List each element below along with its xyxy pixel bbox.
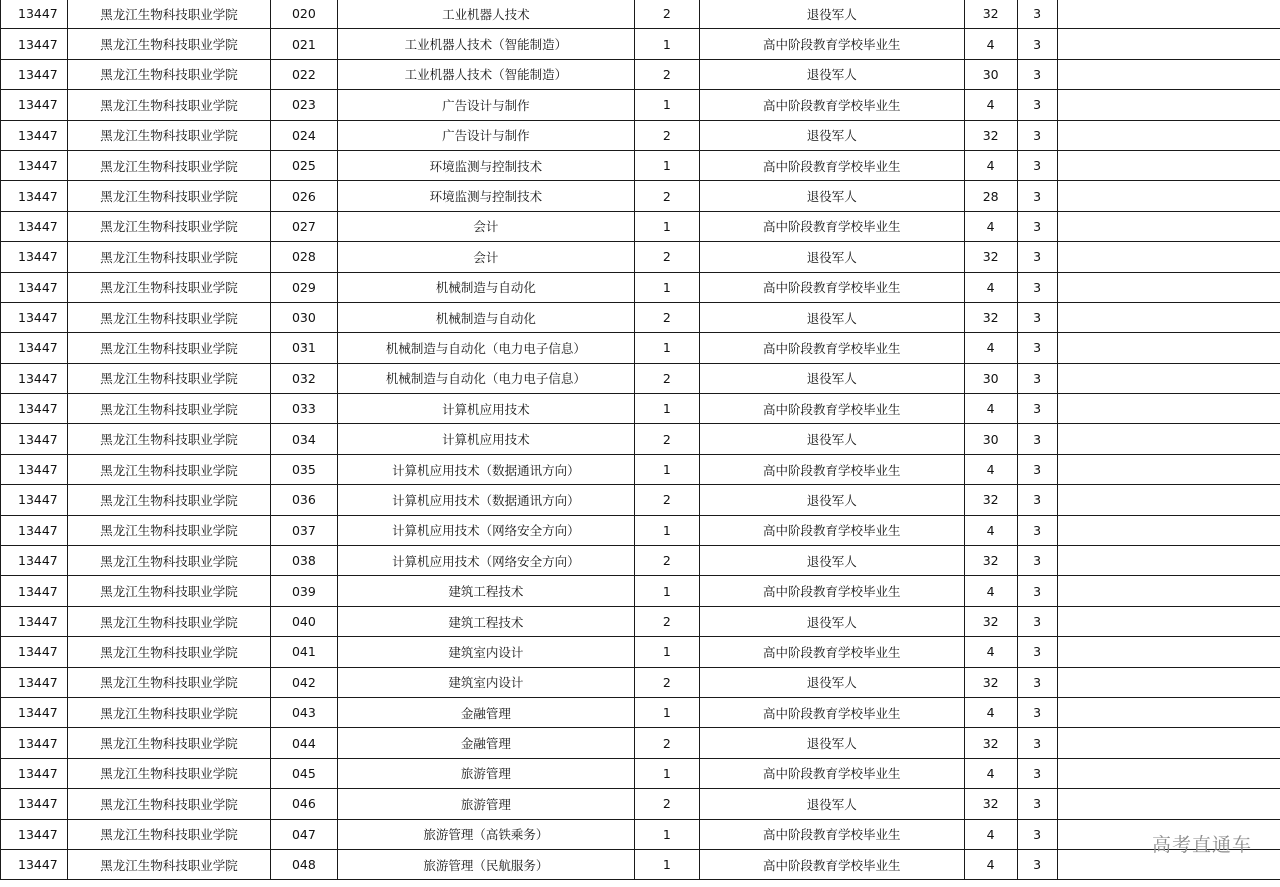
- duration-cell: 3: [1017, 242, 1057, 272]
- applicant-category-cell: 高中阶段教育学校毕业生: [699, 333, 964, 363]
- school-name-cell: 黑龙江生物科技职业学院: [67, 485, 270, 515]
- quota-cell: 4: [964, 576, 1017, 606]
- school-name-cell: 黑龙江生物科技职业学院: [67, 454, 270, 484]
- plan-type-cell: 2: [634, 59, 699, 89]
- applicant-category-cell: 退役军人: [699, 424, 964, 454]
- major-code-cell: 027: [270, 211, 337, 241]
- major-code-cell: 048: [270, 849, 337, 879]
- table-row: [1, 515, 1280, 545]
- table-row: [1, 849, 1280, 879]
- applicant-category-cell: 高中阶段教育学校毕业生: [699, 515, 964, 545]
- applicant-category-cell: 高中阶段教育学校毕业生: [699, 211, 964, 241]
- major-code-cell: 032: [270, 363, 337, 393]
- school-code-cell: 13447: [1, 242, 68, 272]
- school-code-cell: 13447: [1, 394, 68, 424]
- school-name-cell: 黑龙江生物科技职业学院: [67, 424, 270, 454]
- applicant-category-cell: 退役军人: [699, 302, 964, 332]
- duration-cell: 3: [1017, 515, 1057, 545]
- school-name-cell: 黑龙江生物科技职业学院: [67, 211, 270, 241]
- plan-type-cell: 2: [634, 667, 699, 697]
- major-name-cell: 计算机应用技术（网络安全方向）: [337, 546, 634, 576]
- major-code-cell: 031: [270, 333, 337, 363]
- school-code-cell: 13447: [1, 697, 68, 727]
- applicant-category-cell: 退役军人: [699, 728, 964, 758]
- applicant-category-cell: 退役军人: [699, 485, 964, 515]
- table-row: [1, 333, 1280, 363]
- table-row: [1, 606, 1280, 636]
- major-name-cell: 建筑室内设计: [337, 667, 634, 697]
- major-code-cell: 028: [270, 242, 337, 272]
- major-name-cell: 工业机器人技术: [337, 0, 634, 29]
- major-code-cell: 042: [270, 667, 337, 697]
- plan-type-cell: 1: [634, 454, 699, 484]
- major-code-cell: 030: [270, 302, 337, 332]
- remarks-cell: [1057, 758, 1280, 788]
- school-name-cell: 黑龙江生物科技职业学院: [67, 758, 270, 788]
- major-name-cell: 旅游管理: [337, 758, 634, 788]
- major-name-cell: 旅游管理: [337, 789, 634, 819]
- plan-type-cell: 1: [634, 758, 699, 788]
- quota-cell: 32: [964, 546, 1017, 576]
- school-name-cell: 黑龙江生物科技职业学院: [67, 697, 270, 727]
- duration-cell: 3: [1017, 546, 1057, 576]
- major-code-cell: 043: [270, 697, 337, 727]
- applicant-category-cell: 高中阶段教育学校毕业生: [699, 697, 964, 727]
- applicant-category-cell: 退役军人: [699, 0, 964, 29]
- school-code-cell: 13447: [1, 485, 68, 515]
- remarks-cell: [1057, 728, 1280, 758]
- quota-cell: 4: [964, 150, 1017, 180]
- major-name-cell: 环境监测与控制技术: [337, 181, 634, 211]
- table-row: [1, 272, 1280, 302]
- school-code-cell: 13447: [1, 454, 68, 484]
- table-row: [1, 363, 1280, 393]
- school-name-cell: 黑龙江生物科技职业学院: [67, 120, 270, 150]
- major-code-cell: 038: [270, 546, 337, 576]
- quota-cell: 4: [964, 29, 1017, 59]
- quota-cell: 28: [964, 181, 1017, 211]
- duration-cell: 3: [1017, 849, 1057, 879]
- major-code-cell: 022: [270, 59, 337, 89]
- table-row: [1, 637, 1280, 667]
- plan-type-cell: 2: [634, 546, 699, 576]
- school-name-cell: 黑龙江生物科技职业学院: [67, 302, 270, 332]
- remarks-cell: [1057, 242, 1280, 272]
- plan-type-cell: 2: [634, 728, 699, 758]
- quota-cell: 4: [964, 819, 1017, 849]
- remarks-cell: [1057, 0, 1280, 29]
- plan-type-cell: 1: [634, 333, 699, 363]
- duration-cell: 3: [1017, 272, 1057, 302]
- applicant-category-cell: 高中阶段教育学校毕业生: [699, 272, 964, 302]
- remarks-cell: [1057, 667, 1280, 697]
- major-name-cell: 环境监测与控制技术: [337, 150, 634, 180]
- plan-type-cell: 2: [634, 242, 699, 272]
- quota-cell: 4: [964, 211, 1017, 241]
- remarks-cell: [1057, 546, 1280, 576]
- school-name-cell: 黑龙江生物科技职业学院: [67, 333, 270, 363]
- remarks-cell: [1057, 211, 1280, 241]
- table-row: [1, 0, 1280, 29]
- major-name-cell: 计算机应用技术（数据通讯方向）: [337, 485, 634, 515]
- major-name-cell: 旅游管理（民航服务）: [337, 849, 634, 879]
- major-name-cell: 计算机应用技术: [337, 394, 634, 424]
- remarks-cell: [1057, 29, 1280, 59]
- major-code-cell: 034: [270, 424, 337, 454]
- remarks-cell: [1057, 363, 1280, 393]
- remarks-cell: [1057, 637, 1280, 667]
- school-name-cell: 黑龙江生物科技职业学院: [67, 515, 270, 545]
- watermark: 高考直通车: [1151, 834, 1252, 856]
- table-row: [1, 181, 1280, 211]
- plan-type-cell: 1: [634, 576, 699, 606]
- remarks-cell: [1057, 789, 1280, 819]
- quota-cell: 32: [964, 789, 1017, 819]
- quota-cell: 32: [964, 302, 1017, 332]
- major-name-cell: 广告设计与制作: [337, 90, 634, 120]
- remarks-cell: [1057, 59, 1280, 89]
- major-name-cell: 金融管理: [337, 697, 634, 727]
- duration-cell: 3: [1017, 697, 1057, 727]
- major-name-cell: 工业机器人技术（智能制造）: [337, 59, 634, 89]
- plan-type-cell: 1: [634, 150, 699, 180]
- duration-cell: 3: [1017, 728, 1057, 758]
- quota-cell: 4: [964, 697, 1017, 727]
- table-row: [1, 758, 1280, 788]
- table-row: [1, 211, 1280, 241]
- duration-cell: 3: [1017, 819, 1057, 849]
- major-code-cell: 037: [270, 515, 337, 545]
- remarks-cell: [1057, 302, 1280, 332]
- major-name-cell: 工业机器人技术（智能制造）: [337, 29, 634, 59]
- school-name-cell: 黑龙江生物科技职业学院: [67, 181, 270, 211]
- school-code-cell: 13447: [1, 302, 68, 332]
- remarks-cell: [1057, 454, 1280, 484]
- applicant-category-cell: 高中阶段教育学校毕业生: [699, 90, 964, 120]
- school-name-cell: 黑龙江生物科技职业学院: [67, 637, 270, 667]
- school-code-cell: 13447: [1, 181, 68, 211]
- applicant-category-cell: 高中阶段教育学校毕业生: [699, 29, 964, 59]
- plan-type-cell: 1: [634, 29, 699, 59]
- applicant-category-cell: 高中阶段教育学校毕业生: [699, 637, 964, 667]
- plan-type-cell: 2: [634, 302, 699, 332]
- school-name-cell: 黑龙江生物科技职业学院: [67, 789, 270, 819]
- school-name-cell: 黑龙江生物科技职业学院: [67, 546, 270, 576]
- duration-cell: 3: [1017, 606, 1057, 636]
- remarks-cell: [1057, 515, 1280, 545]
- school-name-cell: 黑龙江生物科技职业学院: [67, 0, 270, 29]
- table-row: [1, 120, 1280, 150]
- school-name-cell: 黑龙江生物科技职业学院: [67, 576, 270, 606]
- duration-cell: 3: [1017, 29, 1057, 59]
- school-code-cell: 13447: [1, 211, 68, 241]
- school-name-cell: 黑龙江生物科技职业学院: [67, 242, 270, 272]
- school-code-cell: 13447: [1, 363, 68, 393]
- major-code-cell: 041: [270, 637, 337, 667]
- school-code-cell: 13447: [1, 150, 68, 180]
- remarks-cell: [1057, 150, 1280, 180]
- plan-type-cell: 2: [634, 789, 699, 819]
- school-name-cell: 黑龙江生物科技职业学院: [67, 90, 270, 120]
- quota-cell: 4: [964, 515, 1017, 545]
- quota-cell: 4: [964, 758, 1017, 788]
- plan-type-cell: 2: [634, 363, 699, 393]
- school-code-cell: 13447: [1, 90, 68, 120]
- table-row: [1, 29, 1280, 59]
- table-row: [1, 242, 1280, 272]
- school-name-cell: 黑龙江生物科技职业学院: [67, 29, 270, 59]
- plan-type-cell: 1: [634, 394, 699, 424]
- major-name-cell: 会计: [337, 242, 634, 272]
- school-name-cell: 黑龙江生物科技职业学院: [67, 849, 270, 879]
- major-name-cell: 机械制造与自动化（电力电子信息）: [337, 363, 634, 393]
- applicant-category-cell: 高中阶段教育学校毕业生: [699, 454, 964, 484]
- quota-cell: 4: [964, 849, 1017, 879]
- table-row: [1, 394, 1280, 424]
- major-code-cell: 047: [270, 819, 337, 849]
- quota-cell: 32: [964, 485, 1017, 515]
- quota-cell: 4: [964, 272, 1017, 302]
- school-name-cell: 黑龙江生物科技职业学院: [67, 606, 270, 636]
- major-name-cell: 建筑工程技术: [337, 576, 634, 606]
- school-code-cell: 13447: [1, 0, 68, 29]
- major-name-cell: 机械制造与自动化: [337, 302, 634, 332]
- school-code-cell: 13447: [1, 546, 68, 576]
- quota-cell: 4: [964, 394, 1017, 424]
- applicant-category-cell: 退役军人: [699, 120, 964, 150]
- table-row: [1, 454, 1280, 484]
- quota-cell: 30: [964, 59, 1017, 89]
- duration-cell: 3: [1017, 181, 1057, 211]
- table-row: [1, 546, 1280, 576]
- major-name-cell: 旅游管理（高铁乘务）: [337, 819, 634, 849]
- applicant-category-cell: 退役军人: [699, 242, 964, 272]
- plan-type-cell: 2: [634, 181, 699, 211]
- quota-cell: 32: [964, 728, 1017, 758]
- duration-cell: 3: [1017, 150, 1057, 180]
- duration-cell: 3: [1017, 454, 1057, 484]
- table-row: [1, 819, 1280, 849]
- plan-type-cell: 1: [634, 697, 699, 727]
- quota-cell: 30: [964, 363, 1017, 393]
- applicant-category-cell: 高中阶段教育学校毕业生: [699, 150, 964, 180]
- major-name-cell: 计算机应用技术: [337, 424, 634, 454]
- duration-cell: 3: [1017, 789, 1057, 819]
- applicant-category-cell: 退役军人: [699, 59, 964, 89]
- school-name-cell: 黑龙江生物科技职业学院: [67, 59, 270, 89]
- duration-cell: 3: [1017, 576, 1057, 606]
- remarks-cell: [1057, 272, 1280, 302]
- major-name-cell: 计算机应用技术（网络安全方向）: [337, 515, 634, 545]
- remarks-cell: [1057, 333, 1280, 363]
- table-row: [1, 302, 1280, 332]
- major-code-cell: 029: [270, 272, 337, 302]
- applicant-category-cell: 退役军人: [699, 181, 964, 211]
- school-code-cell: 13447: [1, 758, 68, 788]
- school-code-cell: 13447: [1, 849, 68, 879]
- duration-cell: 3: [1017, 363, 1057, 393]
- applicant-category-cell: 退役军人: [699, 606, 964, 636]
- quota-cell: 32: [964, 667, 1017, 697]
- duration-cell: 3: [1017, 758, 1057, 788]
- table-row: [1, 150, 1280, 180]
- duration-cell: 3: [1017, 424, 1057, 454]
- duration-cell: 3: [1017, 667, 1057, 697]
- major-code-cell: 020: [270, 0, 337, 29]
- school-code-cell: 13447: [1, 424, 68, 454]
- school-code-cell: 13447: [1, 59, 68, 89]
- major-code-cell: 035: [270, 454, 337, 484]
- quota-cell: 30: [964, 424, 1017, 454]
- remarks-cell: [1057, 697, 1280, 727]
- applicant-category-cell: 高中阶段教育学校毕业生: [699, 849, 964, 879]
- major-name-cell: 广告设计与制作: [337, 120, 634, 150]
- remarks-cell: [1057, 120, 1280, 150]
- quota-cell: 32: [964, 242, 1017, 272]
- major-name-cell: 机械制造与自动化（电力电子信息）: [337, 333, 634, 363]
- remarks-cell: [1057, 606, 1280, 636]
- school-code-cell: 13447: [1, 515, 68, 545]
- duration-cell: 3: [1017, 637, 1057, 667]
- major-code-cell: 039: [270, 576, 337, 606]
- school-code-cell: 13447: [1, 29, 68, 59]
- school-code-cell: 13447: [1, 728, 68, 758]
- plan-type-cell: 1: [634, 90, 699, 120]
- remarks-cell: [1057, 181, 1280, 211]
- quota-cell: 32: [964, 606, 1017, 636]
- remarks-cell: [1057, 424, 1280, 454]
- applicant-category-cell: 退役军人: [699, 363, 964, 393]
- quota-cell: 4: [964, 637, 1017, 667]
- school-name-cell: 黑龙江生物科技职业学院: [67, 667, 270, 697]
- table-row: [1, 728, 1280, 758]
- plan-type-cell: 1: [634, 849, 699, 879]
- applicant-category-cell: 高中阶段教育学校毕业生: [699, 576, 964, 606]
- table-row: [1, 59, 1280, 89]
- major-code-cell: 025: [270, 150, 337, 180]
- plan-type-cell: 1: [634, 272, 699, 302]
- applicant-category-cell: 高中阶段教育学校毕业生: [699, 758, 964, 788]
- quota-cell: 32: [964, 120, 1017, 150]
- duration-cell: 3: [1017, 302, 1057, 332]
- quota-cell: 4: [964, 454, 1017, 484]
- school-code-cell: 13447: [1, 272, 68, 302]
- plan-type-cell: 1: [634, 637, 699, 667]
- plan-type-cell: 2: [634, 0, 699, 29]
- duration-cell: 3: [1017, 333, 1057, 363]
- major-name-cell: 计算机应用技术（数据通讯方向）: [337, 454, 634, 484]
- plan-type-cell: 1: [634, 515, 699, 545]
- quota-cell: 32: [964, 0, 1017, 29]
- duration-cell: 3: [1017, 0, 1057, 29]
- applicant-category-cell: 退役军人: [699, 667, 964, 697]
- duration-cell: 3: [1017, 485, 1057, 515]
- major-code-cell: 036: [270, 485, 337, 515]
- school-code-cell: 13447: [1, 637, 68, 667]
- applicant-category-cell: 高中阶段教育学校毕业生: [699, 394, 964, 424]
- major-name-cell: 金融管理: [337, 728, 634, 758]
- major-code-cell: 023: [270, 90, 337, 120]
- school-code-cell: 13447: [1, 819, 68, 849]
- major-code-cell: 044: [270, 728, 337, 758]
- quota-cell: 4: [964, 90, 1017, 120]
- duration-cell: 3: [1017, 394, 1057, 424]
- table-row: [1, 789, 1280, 819]
- table-row: [1, 424, 1280, 454]
- duration-cell: 3: [1017, 59, 1057, 89]
- school-name-cell: 黑龙江生物科技职业学院: [67, 363, 270, 393]
- plan-type-cell: 2: [634, 606, 699, 636]
- applicant-category-cell: 高中阶段教育学校毕业生: [699, 819, 964, 849]
- table-row: [1, 697, 1280, 727]
- major-name-cell: 会计: [337, 211, 634, 241]
- plan-type-cell: 2: [634, 485, 699, 515]
- major-code-cell: 045: [270, 758, 337, 788]
- table-row: [1, 667, 1280, 697]
- major-code-cell: 024: [270, 120, 337, 150]
- school-code-cell: 13447: [1, 667, 68, 697]
- major-code-cell: 040: [270, 606, 337, 636]
- major-name-cell: 建筑室内设计: [337, 637, 634, 667]
- plan-type-cell: 2: [634, 424, 699, 454]
- applicant-category-cell: 退役军人: [699, 789, 964, 819]
- school-code-cell: 13447: [1, 606, 68, 636]
- table-row: [1, 576, 1280, 606]
- table-body: [1, 0, 1280, 880]
- school-code-cell: 13447: [1, 333, 68, 363]
- remarks-cell: [1057, 90, 1280, 120]
- table-row: [1, 90, 1280, 120]
- duration-cell: 3: [1017, 120, 1057, 150]
- plan-type-cell: 1: [634, 819, 699, 849]
- quota-cell: 4: [964, 333, 1017, 363]
- plan-type-cell: 1: [634, 211, 699, 241]
- school-code-cell: 13447: [1, 120, 68, 150]
- school-name-cell: 黑龙江生物科技职业学院: [67, 728, 270, 758]
- major-name-cell: 机械制造与自动化: [337, 272, 634, 302]
- applicant-category-cell: 退役军人: [699, 546, 964, 576]
- major-code-cell: 046: [270, 789, 337, 819]
- duration-cell: 3: [1017, 211, 1057, 241]
- school-name-cell: 黑龙江生物科技职业学院: [67, 150, 270, 180]
- remarks-cell: [1057, 576, 1280, 606]
- plan-type-cell: 2: [634, 120, 699, 150]
- duration-cell: 3: [1017, 90, 1057, 120]
- school-name-cell: 黑龙江生物科技职业学院: [67, 394, 270, 424]
- major-code-cell: 026: [270, 181, 337, 211]
- table-row: [1, 485, 1280, 515]
- major-code-cell: 021: [270, 29, 337, 59]
- school-code-cell: 13447: [1, 789, 68, 819]
- major-name-cell: 建筑工程技术: [337, 606, 634, 636]
- school-code-cell: 13447: [1, 576, 68, 606]
- major-code-cell: 033: [270, 394, 337, 424]
- school-name-cell: 黑龙江生物科技职业学院: [67, 819, 270, 849]
- school-name-cell: 黑龙江生物科技职业学院: [67, 272, 270, 302]
- remarks-cell: [1057, 394, 1280, 424]
- remarks-cell: [1057, 485, 1280, 515]
